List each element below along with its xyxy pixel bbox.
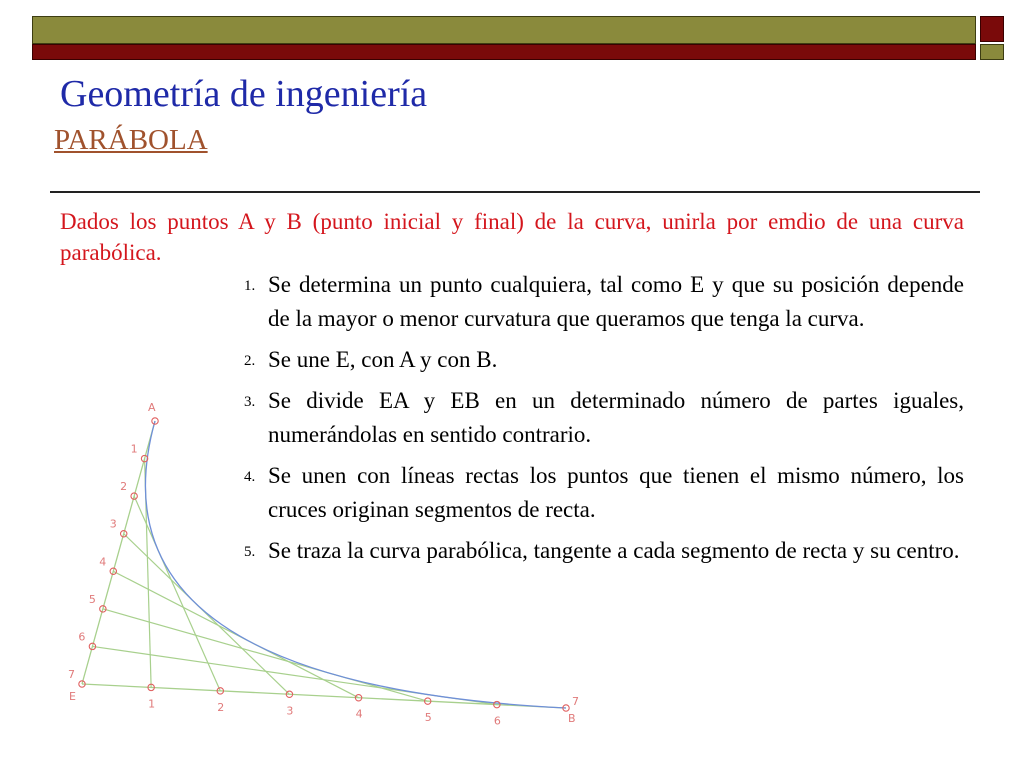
ea-division-label: 5 [88,592,96,606]
eb-division-label: 1 [148,697,156,711]
step-number: 5. [244,544,256,560]
slide-subtitle: PARÁBOLA [54,124,208,156]
ea-division-label: 6 [78,630,86,644]
point-a-label: A [148,401,156,414]
point-e-label: E [69,690,76,703]
step-text: Se traza la curva parabólica, tangente a cada segmento de recta y su centro. [268,538,960,563]
eb-division-label: 3 [286,704,294,718]
eb-division-label: 4 [355,707,363,721]
step-number: 4. [244,469,256,485]
slide-title: Geometría de ingeniería [60,73,428,115]
point-b-label: B [568,712,576,725]
eb-division-label: 6 [493,714,501,728]
ea-division-label: 4 [99,555,107,569]
step-number: 1. [244,278,256,294]
ea-division-label: 3 [109,517,117,531]
step-number: 3. [244,394,256,410]
ea-division-label: 2 [120,480,128,494]
ea-division-label: 1 [130,442,138,456]
step-text: Se unen con líneas rectas los puntos que tienen el mismo número, los cruces originan segmentos de recta. [268,463,964,522]
step-text: Se une E, con A y con B. [268,347,498,372]
step-text: Se divide EA y EB en un determinado número de partes iguales, numerándolas en sentido contrario. [268,388,964,447]
construction-line [134,496,220,691]
intro-text: Dados los puntos A y B (punto inicial y final) de la curva, unirla por emdio de una curva parabólica. [60,209,964,265]
eb-division-label: 7 [572,695,579,708]
eb-division-label: 5 [424,711,432,725]
ea-division-label: 7 [68,668,75,681]
step-number: 2. [244,353,256,369]
step-text: Se determina un punto cualquiera, tal como E y que su posición depende de la mayor o menor curvatura que queramos que tenga la curva. [268,272,964,331]
eb-division-label: 2 [217,700,225,714]
